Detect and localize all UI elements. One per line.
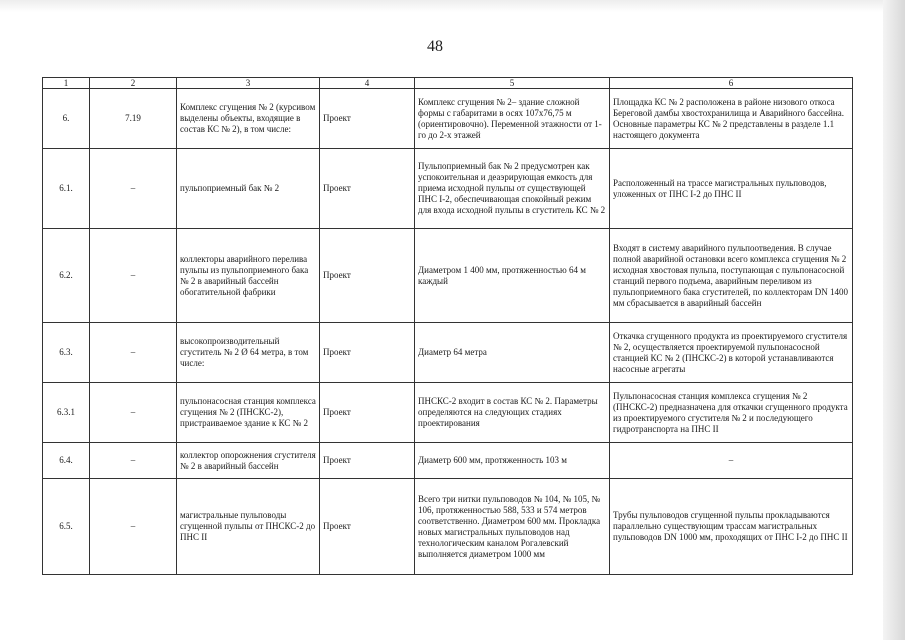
column-header: 1 [43,78,90,89]
row-code: 7.19 [90,89,177,149]
row-object: Комплекс сгущения № 2 (курсивом выделены объекты, входящие в состав КС № 2), в том числе: [177,89,320,149]
row-number: 6. [43,89,90,149]
row-params: Пульпоприемный бак № 2 предусмотрен как успокоительная и деаэрирующая емкость для приема исходной пульпы от существующей ПНС I-2, обеспечивающая спокойный режим для входа исходной пульпы в сгуститель КС № 2 [415,149,610,229]
row-object: пульпоприемный бак № 2 [177,149,320,229]
column-header: 6 [610,78,853,89]
column-header: 2 [90,78,177,89]
row-object: коллектор опорожнения сгустителя № 2 в аварийный бассейн [177,443,320,479]
row-params: ПНСКС-2 входит в состав КС № 2. Параметры определяются на следующих стадиях проектирования [415,383,610,443]
row-params: Диаметром 1 400 мм, протяженностью 64 м каждый [415,229,610,323]
row-code: – [90,443,177,479]
row-number: 6.4. [43,443,90,479]
row-notes: Входят в систему аварийного пульпоотведения. В случае полной аварийной остановки всего комплекса сгущения № 2 исходная хвостовая пульпа, поступающая с пульпонасосной станций первого подъема, аварийным переливом из пульпоприемного бака сгустителей, по коллекторам DN 1400 мм сбрасывается в аварийный бассейн [610,229,853,323]
row-number: 6.1. [43,149,90,229]
row-stage: Проект [320,149,415,229]
row-number: 6.5. [43,479,90,575]
row-params: Диаметр 600 мм, протяженность 103 м [415,443,610,479]
table-row [43,89,853,149]
table-row [43,443,853,479]
row-code: – [90,229,177,323]
row-notes: Площадка КС № 2 расположена в районе низового откоса Береговой дамбы хвостохранилища и Аварийного бассейна. Основные параметры КС № 2 представлены в разделе 1.1 настоящего документа [610,89,853,149]
table-header-row [43,78,853,89]
column-header: 3 [177,78,320,89]
page-number: 48 [427,38,443,55]
row-stage: Проект [320,323,415,383]
row-notes: Пульпонасосная станция комплекса сгущения № 2 (ПНСКС-2) предназначена для откачки сгущенного продукта из проектируемого сгустителя № 2 и последующего гидротранспорта на ПНС II [610,383,853,443]
row-stage: Проект [320,443,415,479]
row-notes: Откачка сгущенного продукта из проектируемого сгустителя № 2, осуществляется проектируемой пульпонасосной станцией КС № 2 (ПНСКС-2) в которой устанавливаются насосные агрегаты [610,323,853,383]
row-params: Диаметр 64 метра [415,323,610,383]
column-header: 4 [320,78,415,89]
scan-shadow-right [883,0,905,640]
row-object: магистральные пульповоды сгущенной пульпы от ПНСКС-2 до ПНС II [177,479,320,575]
row-stage: Проект [320,89,415,149]
table-row [43,149,853,229]
row-notes: Расположенный на трассе магистральных пульповодов, уложенных от ПНС I-2 до ПНС II [610,149,853,229]
row-stage: Проект [320,383,415,443]
row-number: 6.3.1 [43,383,90,443]
column-header: 5 [415,78,610,89]
row-code: – [90,383,177,443]
row-notes: – [610,443,853,479]
row-code: – [90,323,177,383]
row-notes: Трубы пульповодов сгущенной пульпы прокладываются параллельно существующим трассам магистральных пульповодов DN 1000 мм, проходящих от ПНС I-2 до ПНС II [610,479,853,575]
row-number: 6.3. [43,323,90,383]
row-code: – [90,479,177,575]
row-stage: Проект [320,479,415,575]
row-stage: Проект [320,229,415,323]
objects-table [42,77,853,575]
row-code: – [90,149,177,229]
scan-shadow-top [0,0,905,12]
row-object: пульпонасосная станция комплекса сгущения № 2 (ПНСКС-2), пристраиваемое здание к КС № 2 [177,383,320,443]
row-object: высокопроизводительный сгуститель № 2 Ø 64 метра, в том числе: [177,323,320,383]
row-number: 6.2. [43,229,90,323]
table-row [43,383,853,443]
row-object: коллекторы аварийного перелива пульпы из пульпоприемного бака № 2 в аварийный бассейн обогатительной фабрики [177,229,320,323]
table-row [43,229,853,323]
table-row [43,323,853,383]
row-params: Всего три нитки пульповодов № 104, № 105, № 106, протяженностью 588, 533 и 574 метров соответственно. Диаметром 600 мм. Прокладка новых магистральных пульповодов над технологическим каналом Рогалевский выполняется диаметром 1000 мм [415,479,610,575]
table-row [43,479,853,575]
row-params: Комплекс сгущения № 2– здание сложной формы с габаритами в осях 107х76,75 м (ориентировочно). Переменной этажности от 1-го до 2-х этажей [415,89,610,149]
